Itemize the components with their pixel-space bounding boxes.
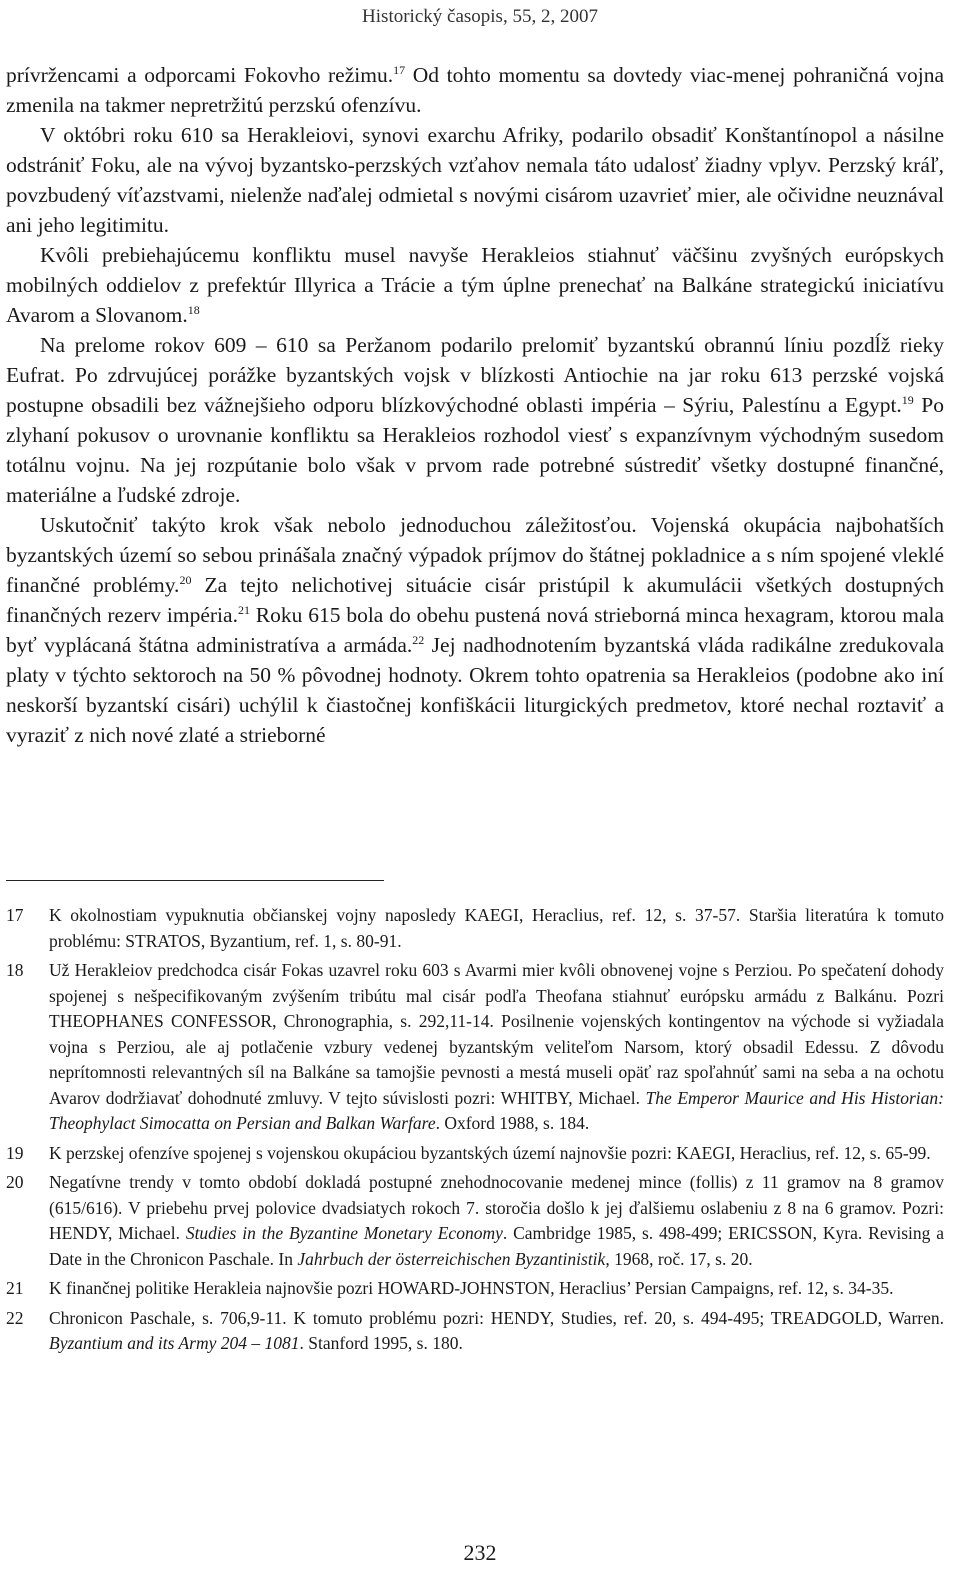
paragraph-4-text-b: Po zlyhaní pokusov o urovnanie konfliktu sa Herakleios rozhodol viesť s expanzívnym východným susedom totálnu vojnu. Na jej rozpútanie bolo však v prvom rade potrebné sústrediť všetky dostupné finančné, materiálne a ľudské zdroje. xyxy=(6,393,944,507)
paragraph-5-text-b: Za tejto nelichotivej situácie cisár pristúpil k akumulácii všetkých dostupných finančných rezerv impéria. xyxy=(6,573,944,627)
footnote-text xyxy=(49,1170,944,1272)
book-title: Studies in the Byzantine Monetary Economy xyxy=(185,1223,503,1243)
footnote-18 xyxy=(6,958,944,1137)
body-text xyxy=(6,60,944,750)
paragraph-5-text-a: Uskutočniť takýto krok však nebolo jednoduchou záležitosťou. Vojenská okupácia najbohatších byzantských území so sebou prinášala značný výpadok príjmov do štátnej pokladnice a s ním spojené vleklé finančné problémy. xyxy=(6,513,944,597)
footnote-tail: , 1968, roč. 17, s. 20. xyxy=(605,1248,753,1269)
footnote-body: Chronicon Paschale, s. 706,9-11. K tomuto problému pozri: HENDY, Studies, ref. 20, s. 494-495; TREADGOLD, Warren. xyxy=(49,1307,944,1328)
book-title: The Emperor Maurice and His Historian: Theophylact Simocatta on Persian and Balkan Warfare xyxy=(49,1087,944,1133)
paragraph-1-text-a: prívržencami a odporcami Fokovho režimu. xyxy=(6,63,394,87)
footnotes xyxy=(6,903,944,1361)
footnote-ref-19[interactable]: 19 xyxy=(901,393,914,407)
footnote-number: 18 xyxy=(6,960,24,980)
book-title: Byzantium and its Army 204 – 1081 xyxy=(49,1333,300,1353)
footnote-ref-20[interactable]: 20 xyxy=(179,573,192,587)
footnote-number: 22 xyxy=(6,1307,24,1328)
footnote-ref-22[interactable]: 22 xyxy=(412,633,425,647)
running-head: Historický časopis, 55, 2, 2007 xyxy=(362,6,598,27)
paragraph-3 xyxy=(6,240,944,330)
footnote-22 xyxy=(6,1306,944,1357)
footnote-20 xyxy=(6,1170,944,1272)
footnote-ref-17[interactable]: 17 xyxy=(393,63,406,77)
footnote-body: Už Herakleiov predchodca cisár Fokas uzavrel roku 603 s Avarmi mier kvôli obnovenej vojne s Perziou. Po spečatení dohody spojenej s nešpecifikovaným zvýšením tribútu mal cisár podľa Theofana stiahnuť európsku armádu z Balkánu. Pozri THEOPHANES CONFESSOR, Chronographia, s. 292,11-14. Posilnenie vojenských kontingentov na východe si vyžiadala vojna s Perziou, ale aj potlačenie vzbury vedenej byzantským veliteľom Narsom, ktorý obsadil Edessu. Z dôvodu neprítomnosti relevantných síl na Balkáne sa tamojšie pevnosti a mestá museli opäť raz spoľahnúť sami na seba a na ochotu Avarov dodržiavať dohodnuté zmluvy. V tejto súvislosti pozri: WHITBY, Michael. xyxy=(49,960,944,1108)
footnote-body: Negatívne trendy v tomto období dokladá postupné znehodnocovanie medenej mince (follis) z 11 gramov na 8 gramov (615/616). V priebehu prvej polovice dvadsiatych rokoch 7. storočia došlo k jej ďalšiemu oslabeniu z 8 na 6 gramov. Pozri: HENDY, Michael. xyxy=(49,1172,944,1243)
paragraph-5-text-d: Jej nadhodnotením byzantská vláda radikálne zredukovala platy v týchto sektoroch na 50 % pôvodnej hodnoty. Okrem tohto opatrenia sa Herakleios (podobne ako iní neskorší byzantskí cisári) uchýlil k čiastočnej konfiškácii liturgických predmetov, ktoré nechal roztaviť a vyraziť z nich nové zlaté a strieborné xyxy=(6,633,944,747)
footnote-mid: . Cambridge 1985, s. 498-499; ERICSSON, Kyra. Revising a Date in the Chronicon Paschale. In xyxy=(49,1223,945,1269)
paragraph-2: V októbri roku 610 sa Herakleiovi, synovi exarchu Afriky, podarilo obsadiť Konštantínopol a násilne odstrániť Foku, ale na vývoj byzantsko-perzských vzťahov nemala táto udalosť žiadny vplyv. Perzský kráľ, povzbudený víťazstvami, nielenže naďalej odmietal s novými cisárom uzavrieť mier, ale očividne neuznával ani jeho legitimitu. xyxy=(6,123,944,237)
paragraph-1-text-b: Od tohto momentu sa dovtedy viac-menej pohraničná vojna zmenila na takmer nepretržitú perzskú ofenzívu. xyxy=(6,63,945,117)
paragraph-3-text-a: Kvôli prebiehajúcemu konfliktu musel navyše Herakleios stiahnuť väčšinu zvyšných európskych mobilných oddielov z prefektúr Illyrica a Trácie a tým úplne prenechať na Balkáne strategickú iniciatívu Avarom a Slovanom. xyxy=(6,243,944,327)
paragraph-4 xyxy=(6,330,944,510)
footnote-19 xyxy=(6,1141,944,1167)
paragraph-5-text-c: Roku 615 bola do obehu pustená nová strieborná minca hexagram, ktorou mala byť vyplácaná štátna administratíva a armáda. xyxy=(6,603,945,657)
page-number: 232 xyxy=(463,1540,497,1565)
footnote-text: K perzskej ofenzíve spojenej s vojenskou okupáciou byzantských území najnovšie pozri: KAEGI, Heraclius, ref. 12, s. 65-99. xyxy=(49,1142,931,1163)
footnote-text xyxy=(49,1306,944,1357)
footnote-21 xyxy=(6,1276,944,1302)
footnote-17 xyxy=(6,903,944,954)
footnote-separator xyxy=(6,880,384,881)
footnote-number: 20 xyxy=(6,1172,24,1192)
footnote-ref-21[interactable]: 21 xyxy=(237,603,250,617)
footnote-tail: . Oxford 1988, s. 184. xyxy=(435,1113,590,1133)
paragraph-4-text-a: Na prelome rokov 609 – 610 sa Peržanom podarilo prelomiť byzantskú obrannú líniu pozdĺž rieky Eufrat. Po zdrvujúcej porážke byzantských vojsk v blízkosti Antiochie na jar roku 613 perzské vojská postupne obsadili bez vážnejšieho odporu blízkovýchodné oblasti impéria – Sýriu, Palestínu a Egypt. xyxy=(6,333,944,417)
footnote-text: K finančnej politike Herakleia najnovšie pozri HOWARD-JOHNSTON, Heraclius’ Persian Campaigns, ref. 12, s. 34-35. xyxy=(49,1278,894,1298)
footnote-text xyxy=(49,958,944,1137)
journal-title: Jahrbuch der österreichischen Byzantinistik xyxy=(297,1248,606,1269)
footnote-tail: . Stanford 1995, s. 180. xyxy=(299,1333,463,1353)
footnote-number: 17 xyxy=(6,905,24,925)
footnote-ref-18[interactable]: 18 xyxy=(187,303,200,317)
paragraph-5 xyxy=(6,510,944,750)
footnote-text: K okolnostiam vypuknutia občianskej vojny naposledy KAEGI, Heraclius, ref. 12, s. 37-57. Staršia literatúra k tomuto problému: STRATOS, Byzantium, ref. 1, s. 80-91. xyxy=(49,905,944,951)
footnote-number: 19 xyxy=(6,1142,24,1163)
paragraph-1 xyxy=(6,60,944,120)
footnote-number: 21 xyxy=(6,1278,24,1298)
